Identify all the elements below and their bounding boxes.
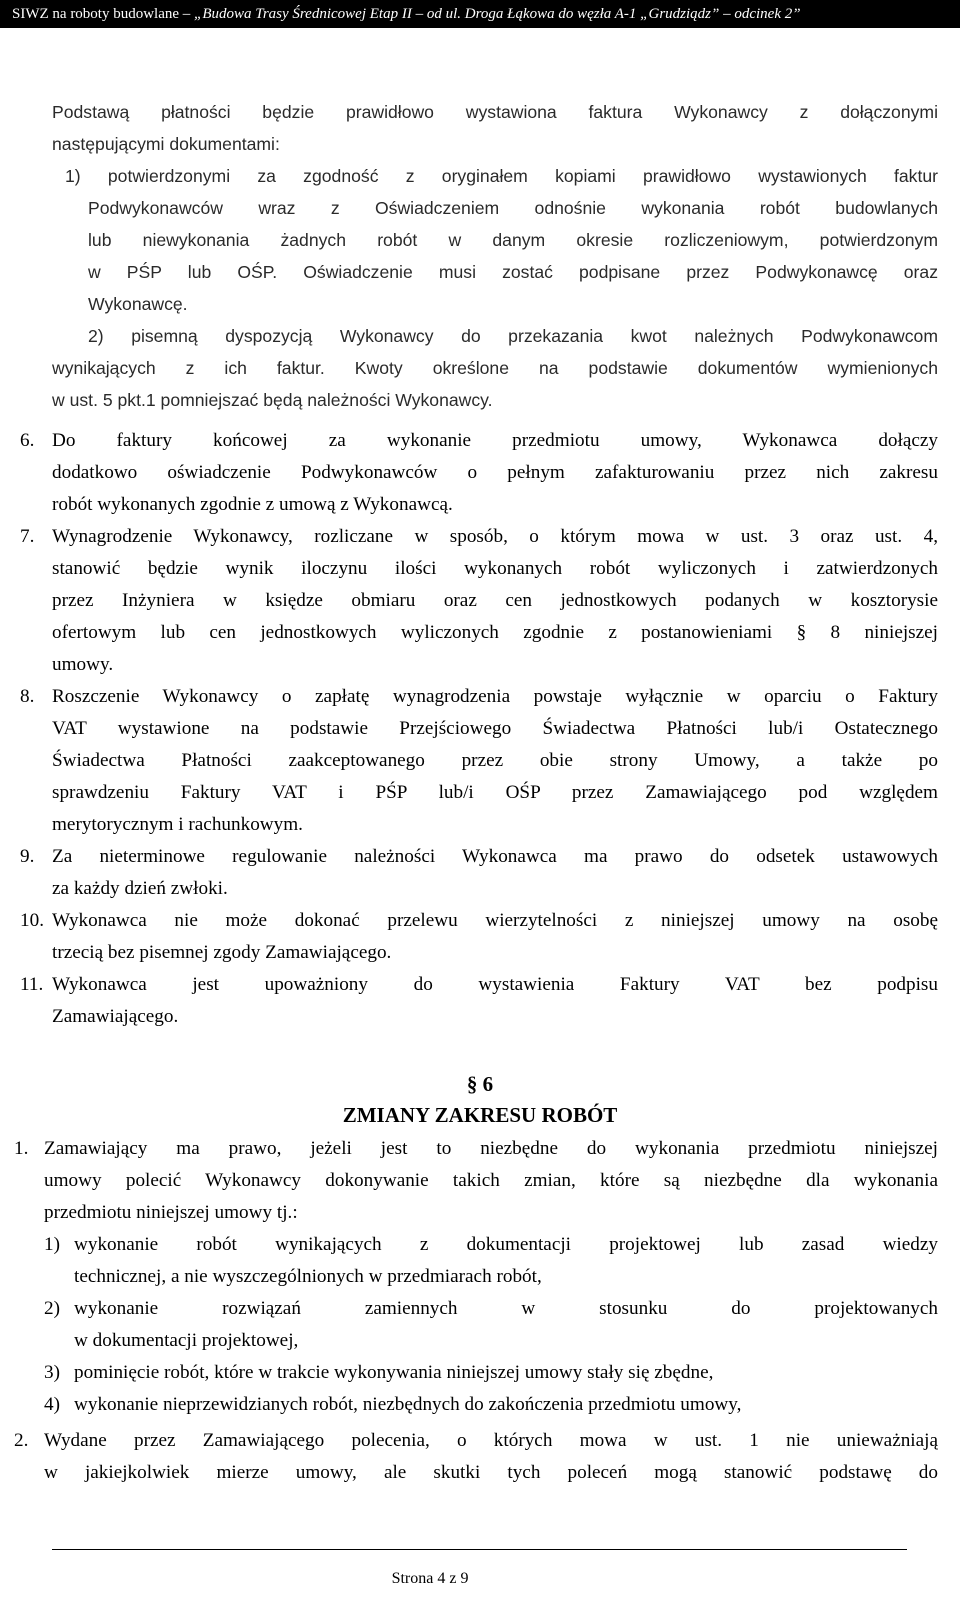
item-line: dodatkowo oświadczenie Podwykonawców o pełnym zafakturowaniu przez nich zakresu <box>52 462 938 483</box>
item-line: robót wykonanych zgodnie z umową z Wykonawcą. <box>52 494 453 515</box>
subitem-line: wykonanie robót wynikających z dokumentacji projektowej lub zasad wiedzy <box>74 1234 938 1255</box>
item-line: VAT wystawione na podstawie Przejściowego Świadectwa Płatności lub/i Ostatecznego <box>52 718 938 739</box>
item-number: 8. <box>20 686 35 707</box>
item-line: Wykonawca jest upoważniony do wystawienia Faktury VAT bez podpisu <box>52 974 938 995</box>
item-line: Za nieterminowe regulowanie należności Wykonawca ma prawo do odsetek ustawowych <box>52 846 938 867</box>
section-line: w jakiejkolwiek mierze umowy, ale skutki tych poleceń mogą stanowić podstawę do <box>44 1462 938 1483</box>
intro-line: następującymi dokumentami: <box>52 134 280 154</box>
item-line: Świadectwa Płatności zaakceptowanego przez obie strony Umowy, a także po <box>52 750 938 771</box>
item-line: Wykonawca nie może dokonać przelewu wierzytelności z niniejszej umowy na osobę <box>52 910 938 931</box>
item-line: za każdy dzień zwłoki. <box>52 878 228 899</box>
intro-line: Podstawą płatności będzie prawidłowo wystawiona faktura Wykonawcy z dołączonymi <box>52 102 938 122</box>
intro-line: w PŚP lub OŚP. Oświadczenie musi zostać podpisane przez Podwykonawcę oraz <box>88 262 938 282</box>
item-line: Do faktury końcowej za wykonanie przedmiotu umowy, Wykonawca dołączy <box>52 430 938 451</box>
item-line: Wynagrodzenie Wykonawcy, rozliczane w sposób, o którym mowa w ust. 3 oraz ust. 4, <box>52 526 938 547</box>
item-number: 7. <box>20 526 35 547</box>
item-line: merytorycznym i rachunkowym. <box>52 814 303 835</box>
section-line: przedmiotu niniejszej umowy tj.: <box>44 1202 298 1223</box>
subitem-line: w dokumentacji projektowej, <box>74 1330 299 1351</box>
page-number: Strona 4 z 9 <box>391 1570 469 1587</box>
intro-line: 2) pisemną dyspozycją Wykonawcy do przekazania kwot należnych Podwykonawcom <box>88 326 938 346</box>
item-number: 10. <box>20 910 44 931</box>
subitem-line: pominięcie robót, które w trakcie wykonywania niniejszej umowy stały się zbędne, <box>74 1362 714 1383</box>
item-line: sprawdzeniu Faktury VAT i PŚP lub/i OŚP przez Zamawiającego pod względem <box>52 782 938 803</box>
intro-line: Wykonawcę. <box>88 294 188 314</box>
intro-line: lub niewykonania żadnych robót w danym okresie rozliczeniowym, potwierdzonym <box>88 230 938 250</box>
item-line: stanowić będzie wynik iloczynu ilości wykonanych robót wyliczonych i zatwierdzonych <box>52 558 938 579</box>
intro-line: wynikających z ich faktur. Kwoty określone na podstawie dokumentów wymienionych <box>52 358 938 378</box>
item-number: 1. <box>14 1138 29 1159</box>
subitem-number: 4) <box>44 1394 60 1415</box>
subitem-number: 3) <box>44 1362 60 1383</box>
item-number: 9. <box>20 846 35 867</box>
intro-line: Podwykonawców wraz z Oświadczeniem odnośnie wykonania robót budowlanych <box>88 198 938 218</box>
subitem-line: technicznej, a nie wyszczególnionych w przedmiarach robót, <box>74 1266 542 1287</box>
item-number: 2. <box>14 1430 29 1451</box>
intro-line: w ust. 5 pkt.1 pomniejszać będą należności Wykonawcy. <box>52 390 493 410</box>
header-prefix: SIWZ na roboty budowlane – <box>12 6 195 22</box>
subitem-number: 1) <box>44 1234 60 1255</box>
section-line: umowy polecić Wykonawcy dokonywanie takich zmian, które są niezbędne dla wykonania <box>44 1170 938 1191</box>
section-line: Wydane przez Zamawiającego polecenia, o których mowa w ust. 1 nie unieważniają <box>44 1430 938 1451</box>
subitem-number: 2) <box>44 1298 60 1319</box>
item-number: 6. <box>20 430 35 451</box>
subitem-line: wykonanie nieprzewidzianych robót, niezbędnych do zakończenia przedmiotu umowy, <box>74 1394 742 1415</box>
subitem-line: wykonanie rozwiązań zamiennych w stosunku do projektowanych <box>74 1298 938 1319</box>
item-line: przez Inżyniera w księdze obmiaru oraz cen jednostkowych podanych w kosztorysie <box>52 590 938 611</box>
item-line: Roszczenie Wykonawcy o zapłatę wynagrodzenia powstaje wyłącznie w oparciu o Faktury <box>52 686 938 707</box>
section-line: Zamawiający ma prawo, jeżeli jest to niezbędne do wykonania przedmiotu niniejszej <box>44 1138 938 1159</box>
header-title: „Budowa Trasy Średnicowej Etap II – od ul. Droga Łąkowa do węzła A-1 „Grudziądz” – odcinek 2” <box>194 6 801 22</box>
section-symbol: § 6 <box>466 1072 494 1096</box>
section-title: ZMIANY ZAKRESU ROBÓT <box>342 1103 618 1127</box>
item-line: ofertowym lub cen jednostkowych wyliczonych zgodnie z postanowieniami § 8 niniejszej <box>52 622 938 643</box>
item-line: umowy. <box>52 654 114 675</box>
footer-rule <box>52 1549 907 1550</box>
item-line: trzecią bez pisemnej zgody Zamawiającego. <box>52 942 392 963</box>
document-header <box>0 0 960 28</box>
intro-line: 1) potwierdzonymi za zgodność z oryginałem kopiami prawidłowo wystawionych faktur <box>65 166 938 186</box>
item-line: Zamawiającego. <box>52 1006 179 1027</box>
item-number: 11. <box>20 974 44 995</box>
